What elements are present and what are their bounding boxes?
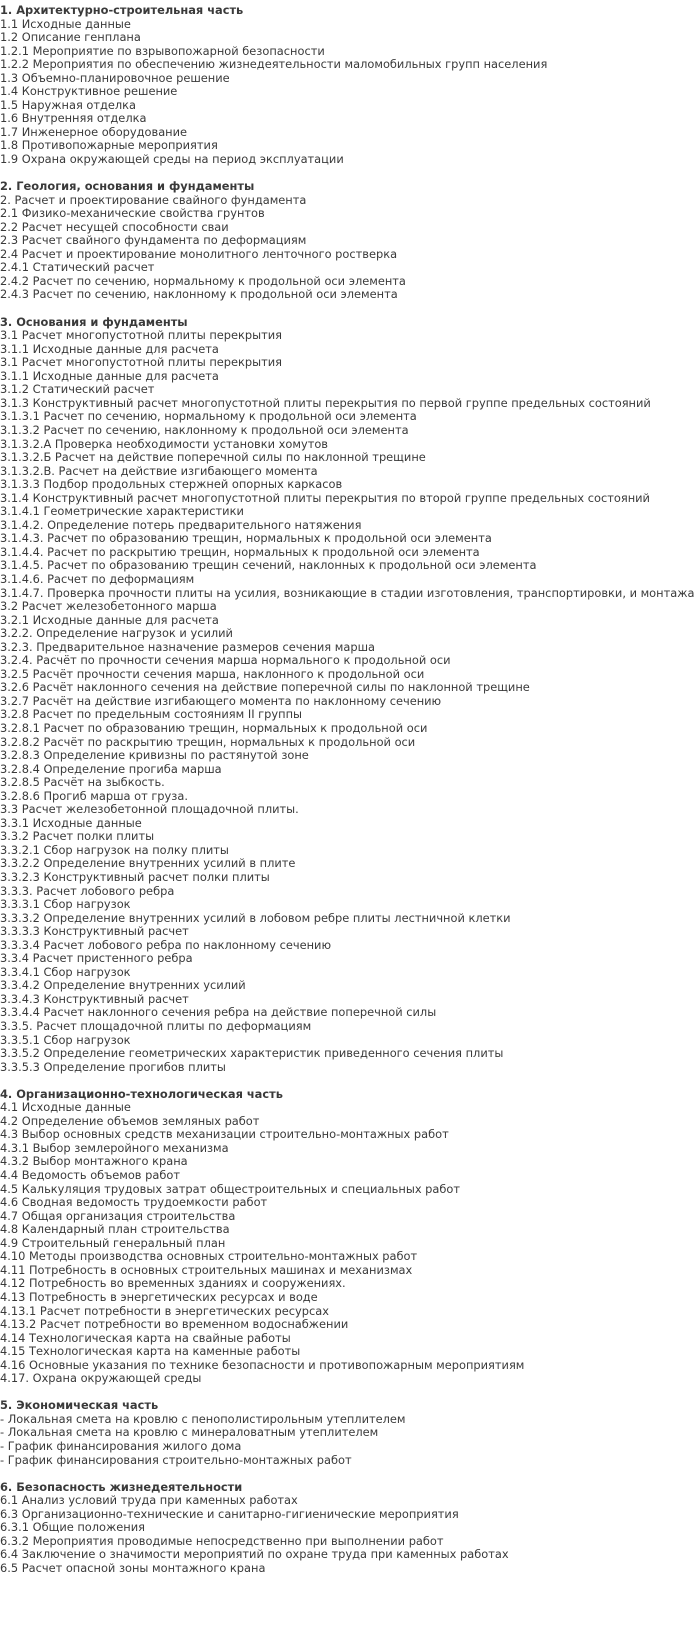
toc-section xyxy=(0,1088,700,1386)
toc-section xyxy=(0,1399,700,1467)
toc-item: 3.1.2 Статический расчет xyxy=(0,382,155,397)
toc-item: 3.3.3.2 Определение внутренних усилий в лобовом ребре плиты лестничной клетки xyxy=(0,910,511,925)
toc-item: 1.2.1 Мероприятие по взрывопожарной безопасности xyxy=(0,43,325,58)
toc-item: 3.3.4.3 Конструктивный расчет xyxy=(0,991,189,1006)
toc-item: 4.3.2 Выбор монтажного крана xyxy=(0,1154,188,1169)
toc-item: 3.1.3.2.Б Расчет на действие поперечной силы по наклонной трещине xyxy=(0,450,426,465)
toc-item: 3.1.3.2.А Проверка необходимости установки хомутов xyxy=(0,436,329,451)
toc-item: 3.3.3.4 Расчет лобового ребра по наклонному сечению xyxy=(0,937,332,952)
toc-item: 3.2.8.4 Определение прогиба марша xyxy=(0,761,222,776)
toc-item: 3.1.4 Конструктивный расчет многопустотной плиты перекрытия по второй группе предельных состояний xyxy=(0,490,650,505)
toc-item: 4.9 Строительный генеральный план xyxy=(0,1235,226,1250)
toc-item: 1.3 Объемно-планировочное решение xyxy=(0,70,230,85)
toc-item: 1.9 Охрана окружающей среды на период эксплуатации xyxy=(0,152,344,167)
toc-item: 3.2 Расчет железобетонного марша xyxy=(0,599,217,614)
toc-item: 2. Расчет и проектирование свайного фундамента xyxy=(0,192,307,207)
toc-item: - График финансирования жилого дома xyxy=(0,1438,242,1453)
toc-item: 3.1.3.2.В. Расчет на действие изгибающего момента xyxy=(0,463,318,478)
section-title: 1. Архитектурно-строительная часть xyxy=(0,3,244,17)
toc-item: 1.6 Внутренняя отделка xyxy=(0,111,147,126)
toc-item: 3.2.4. Расчёт по прочности сечения марша нормального к продольной оси xyxy=(0,653,451,668)
section-title: 6. Безопасность жизнедеятельности xyxy=(0,1479,243,1494)
toc-item: 3.3.5.2 Определение геометрических характеристик приведенного сечения плиты xyxy=(0,1046,504,1061)
toc-item: 4.1 Исходные данные xyxy=(0,1100,131,1115)
section-title: 2. Геология, основания и фундаменты xyxy=(0,179,255,194)
toc-item: 3.3.4.2 Определение внутренних усилий xyxy=(0,978,246,993)
toc-item: 3.2.1 Исходные данные для расчета xyxy=(0,612,219,627)
toc-item: 3.2.8.5 Расчёт на зыбкость. xyxy=(0,775,165,790)
toc-item: 1.5 Наружная отделка xyxy=(0,97,137,112)
toc-section xyxy=(0,4,700,167)
toc-item: 3.1.1 Исходные данные для расчета xyxy=(0,341,219,356)
toc-item: 4.16 Основные указания по технике безопасности и противопожарным мероприятиям xyxy=(0,1357,525,1372)
toc-item: 2.4.1 Статический расчет xyxy=(0,260,155,275)
toc-item: 3.2.8 Расчет по предельным состояниям II группы xyxy=(0,707,303,722)
toc-item: 4.17. Охрана окружающей среды xyxy=(0,1371,202,1386)
toc-item: 3.2.5 Расчёт прочности сечения марша, наклонного к продольной оси xyxy=(0,666,425,681)
toc-item: 4.4 Ведомость объемов работ xyxy=(0,1168,180,1183)
toc-item: 1.7 Инженерное оборудование xyxy=(0,124,188,139)
toc-item: 2.3 Расчет свайного фундамента по деформациям xyxy=(0,233,307,248)
toc-item: 4.8 Календарный план строительства xyxy=(0,1222,230,1237)
toc-item: 3.1.3.3 Подбор продольных стержней опорных каркасов xyxy=(0,477,343,492)
toc-item: 1.2 Описание генплана xyxy=(0,30,141,45)
toc-item: 3.1.1 Исходные данные для расчета xyxy=(0,368,219,383)
toc-item: 4.11 Потребность в основных строительных машинах и механизмах xyxy=(0,1262,413,1277)
toc-item: 3.2.8.3 Определение кривизны по растянутой зоне xyxy=(0,748,309,763)
toc-item: - График финансирования строительно-монтажных работ xyxy=(0,1452,352,1467)
toc-item: 3.3.5.1 Сбор нагрузок xyxy=(0,1032,131,1047)
toc-item: 6.5 Расчет опасной зоны монтажного крана xyxy=(0,1560,266,1575)
toc-item: 4.3 Выбор основных средств механизации строительно-монтажных работ xyxy=(0,1127,449,1142)
toc-item: 3.3.1 Исходные данные xyxy=(0,815,142,830)
section-title: 4. Организационно-технологическая часть xyxy=(0,1086,283,1101)
toc-item: 3.1.4.4. Расчет по раскрытию трещин, нормальных к продольной оси элемента xyxy=(0,544,480,559)
toc-item: 4.13.2 Расчет потребности во временном водоснабжении xyxy=(0,1317,349,1332)
toc-item: 3.1.4.5. Расчет по образованию трещин сечений, наклонных к продольной оси элемента xyxy=(0,558,537,573)
toc-item: 3.1 Расчет многопустотной плиты перекрытия xyxy=(0,328,283,343)
toc-item: 3.3.5.3 Определение прогибов плиты xyxy=(0,1059,226,1074)
toc-item: 3.1.3.1 Расчет по сечению, нормальному к продольной оси элемента xyxy=(0,409,417,424)
toc-item: 1.1 Исходные данные xyxy=(0,16,131,31)
toc-item: 1.4 Конструктивное решение xyxy=(0,84,178,99)
toc-item: 6.4 Заключение о значимости мероприятий по охране труда при каменных работах xyxy=(0,1547,509,1562)
toc-item: - Локальная смета на кровлю с пенополистирольным утеплителем xyxy=(0,1411,406,1426)
toc-item: 4.2 Определение объемов земляных работ xyxy=(0,1113,260,1128)
document-body xyxy=(0,4,700,1575)
toc-item: 3.2.8.2 Расчёт по раскрытию трещин, нормальных к продольной оси xyxy=(0,734,416,749)
toc-item: 3.2.8.1 Расчет по образованию трещин, нормальных к продольной оси xyxy=(0,720,428,735)
toc-item: 3.2.8.6 Прогиб марша от груза. xyxy=(0,788,188,803)
toc-item: 4.3.1 Выбор землеройного механизма xyxy=(0,1140,229,1155)
toc-item: 3.3.2.2 Определение внутренних усилий в плите xyxy=(0,856,296,871)
toc-section xyxy=(0,1481,700,1576)
toc-item: 3.1.3 Конструктивный расчет многопустотной плиты перекрытия по первой группе предельных состояний xyxy=(0,395,651,410)
toc-item: 4.14 Технологическая карта на свайные работы xyxy=(0,1330,291,1345)
toc-item: 4.12 Потребность во временных зданиях и сооружениях. xyxy=(0,1276,346,1291)
toc-item: 3.2.7 Расчёт на действие изгибающего момента по наклонному сечению xyxy=(0,693,442,708)
toc-item: 4.10 Методы производства основных строительно-монтажных работ xyxy=(0,1249,418,1264)
toc-item: 2.1 Физико-механические свойства грунтов xyxy=(0,206,265,221)
toc-item: 3.3.4.1 Сбор нагрузок xyxy=(0,964,131,979)
toc-item: 3.3.2 Расчет полки плиты xyxy=(0,829,155,844)
toc-item: 3.3.3.1 Сбор нагрузок xyxy=(0,897,131,912)
toc-item: 3.1.4.2. Определение потерь предварительного натяжения xyxy=(0,517,362,532)
toc-item: 3.1 Расчет многопустотной плиты перекрытия xyxy=(0,355,283,370)
toc-item: 3.1.3.2 Расчет по сечению, наклонному к продольной оси элемента xyxy=(0,422,409,437)
toc-item: 4.5 Калькуляция трудовых затрат общестроительных и специальных работ xyxy=(0,1181,461,1196)
toc-item: 2.2 Расчет несущей способности сваи xyxy=(0,219,229,234)
toc-section xyxy=(0,316,700,1075)
toc-item: 3.1.4.1 Геометрические характеристики xyxy=(0,504,244,519)
toc-item: 6.3.1 Общие положения xyxy=(0,1520,145,1535)
toc-item: 3.1.4.6. Расчет по деформациям xyxy=(0,571,195,586)
toc-item: 3.2.2. Определение нагрузок и усилий xyxy=(0,626,233,641)
toc-item: 1.8 Противопожарные мероприятия xyxy=(0,138,218,153)
toc-item: 3.2.6 Расчёт наклонного сечения на действие поперечной силы по наклонной трещине xyxy=(0,680,530,695)
toc-item: 3.1.4.3. Расчет по образованию трещин, нормальных к продольной оси элемента xyxy=(0,531,492,546)
toc-item: 3.3.4 Расчет пристенного ребра xyxy=(0,951,193,966)
toc-item: 4.7 Общая организация строительства xyxy=(0,1208,236,1223)
toc-item: 6.3 Организационно-технические и санитарно-гигиенические мероприятия xyxy=(0,1506,459,1521)
toc-item: 4.13 Потребность в энергетических ресурсах и воде xyxy=(0,1289,318,1304)
toc-item: 3.2.3. Предварительное назначение размеров сечения марша xyxy=(0,639,375,654)
toc-item: 3.1.4.7. Проверка прочности плиты на усилия, возникающие в стадии изготовления, транспортировки, и монтажа xyxy=(0,585,695,600)
toc-item: 3.3.5. Расчет площадочной плиты по деформациям xyxy=(0,1019,312,1034)
toc-item: 2.4.3 Расчет по сечению, наклонному к продольной оси элемента xyxy=(0,287,398,302)
toc-item: 3.3 Расчет железобетонной площадочной плиты. xyxy=(0,802,299,817)
toc-item: 4.6 Сводная ведомость трудоемкости работ xyxy=(0,1195,268,1210)
toc-item: 2.4.2 Расчет по сечению, нормальному к продольной оси элемента xyxy=(0,273,406,288)
toc-item: 3.3.3. Расчет лобового ребра xyxy=(0,883,175,898)
toc-item: 4.15 Технологическая карта на каменные работы xyxy=(0,1344,301,1359)
toc-item: 6.3.2 Мероприятия проводимые непосредственно при выполнении работ xyxy=(0,1533,444,1548)
toc-item: 1.2.2 Мероприятия по обеспечению жизнедеятельности маломобильных групп населения xyxy=(0,57,548,72)
toc-section xyxy=(0,180,700,302)
section-title: 3. Основания и фундаменты xyxy=(0,314,188,329)
toc-item: 4.13.1 Расчет потребности в энергетических ресурсах xyxy=(0,1303,330,1318)
section-title: 5. Экономическая часть xyxy=(0,1398,159,1413)
toc-item: 3.3.2.1 Сбор нагрузок на полку плиты xyxy=(0,842,229,857)
toc-item: 6.1 Анализ условий труда при каменных работах xyxy=(0,1493,298,1508)
toc-item: 2.4 Расчет и проектирование монолитного ленточного ростверка xyxy=(0,246,398,261)
toc-item: - Локальная смета на кровлю с минераловатным утеплителем xyxy=(0,1425,379,1440)
toc-item: 3.3.2.3 Конструктивный расчет полки плиты xyxy=(0,870,270,884)
toc-item: 3.3.3.3 Конструктивный расчет xyxy=(0,924,189,939)
toc-item: 3.3.4.4 Расчет наклонного сечения ребра на действие поперечной силы xyxy=(0,1005,437,1020)
